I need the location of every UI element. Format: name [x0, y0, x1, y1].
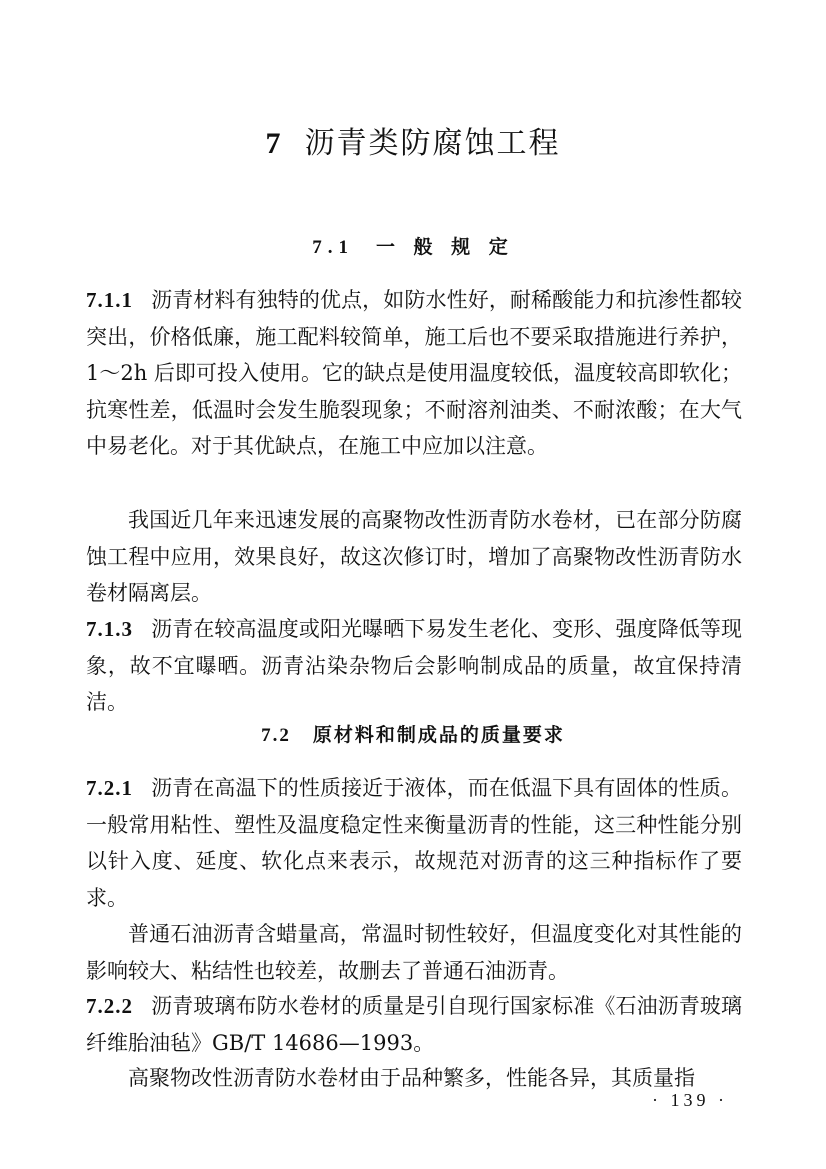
clause-number: 7.1.3 [86, 617, 133, 641]
paragraph-7-1-1-continued [86, 502, 742, 612]
section-title-text: 一 般 规 定 [375, 236, 514, 258]
clause-7-1-3 [86, 611, 742, 721]
chapter-number: 7 [265, 127, 283, 160]
section-title-text: 原材料和制成品的质量要求 [312, 724, 565, 746]
clause-text: 沥青玻璃布防水卷材的质量是引自现行国家标准《石油沥青玻璃纤维胎油毡》GB/T 14686—1993。 [86, 994, 742, 1055]
paragraph-text: 我国近几年来迅速发展的高聚物改性沥青防水卷材，已在部分防腐蚀工程中应用，效果良好，故这次修订时，增加了高聚物改性沥青防水卷材隔离层。 [86, 508, 742, 605]
paragraph-text: 普通石油沥青含蜡量高，常温时韧性较好，但温度变化对其性能的影响较大、粘结性也较差，故删去了普通石油沥青。 [86, 922, 742, 983]
section-number: 7.1 [312, 237, 354, 258]
clause-7-2-1 [86, 770, 742, 916]
clause-number: 7.2.2 [86, 994, 133, 1018]
section-title-7-1 [0, 232, 826, 259]
clause-text: 沥青在高温下的性质接近于液体，而在低温下具有固体的性质。一般常用粘性、塑性及温度稳定性来衡量沥青的性能，这三种性能分别以针入度、延度、软化点来表示，故规范对沥青的这三种指标作了要求。 [86, 776, 742, 910]
clause-text: 沥青在较高温度或阳光曝晒下易发生老化、变形、强度降低等现象，故不宜曝晒。沥青沾染杂物后会影响制成品的质量，故宜保持清洁。 [86, 617, 742, 714]
clause-number: 7.2.1 [86, 776, 133, 800]
paragraph-7-2-1-continued [86, 916, 742, 989]
clause-7-1-1 [86, 282, 742, 465]
section-number: 7.2 [261, 725, 291, 746]
section-title-7-2 [0, 720, 826, 747]
clause-text: 沥青材料有独特的优点，如防水性好，耐稀酸能力和抗渗性都较突出，价格低廉，施工配料较简单，施工后也不要采取措施进行养护，1～2h 后即可投入使用。它的缺点是使用温度较低，温度较高即软化；抗寒性差，低温时会发生脆裂现象；不耐溶剂油类、不耐浓酸；在大气中易老化。对于其优缺点，在施工中应加以注意。 [86, 288, 742, 458]
chapter-title-text: 沥青类防腐蚀工程 [304, 126, 561, 161]
clause-7-2-2 [86, 988, 742, 1061]
page-number: · 139 · [652, 1090, 728, 1110]
paragraph-text: 高聚物改性沥青防水卷材由于品种繁多，性能各异，其质量指 [128, 1066, 695, 1090]
paragraph-7-2-2-continued [86, 1060, 742, 1097]
clause-number: 7.1.1 [86, 288, 133, 312]
chapter-title [0, 118, 826, 162]
